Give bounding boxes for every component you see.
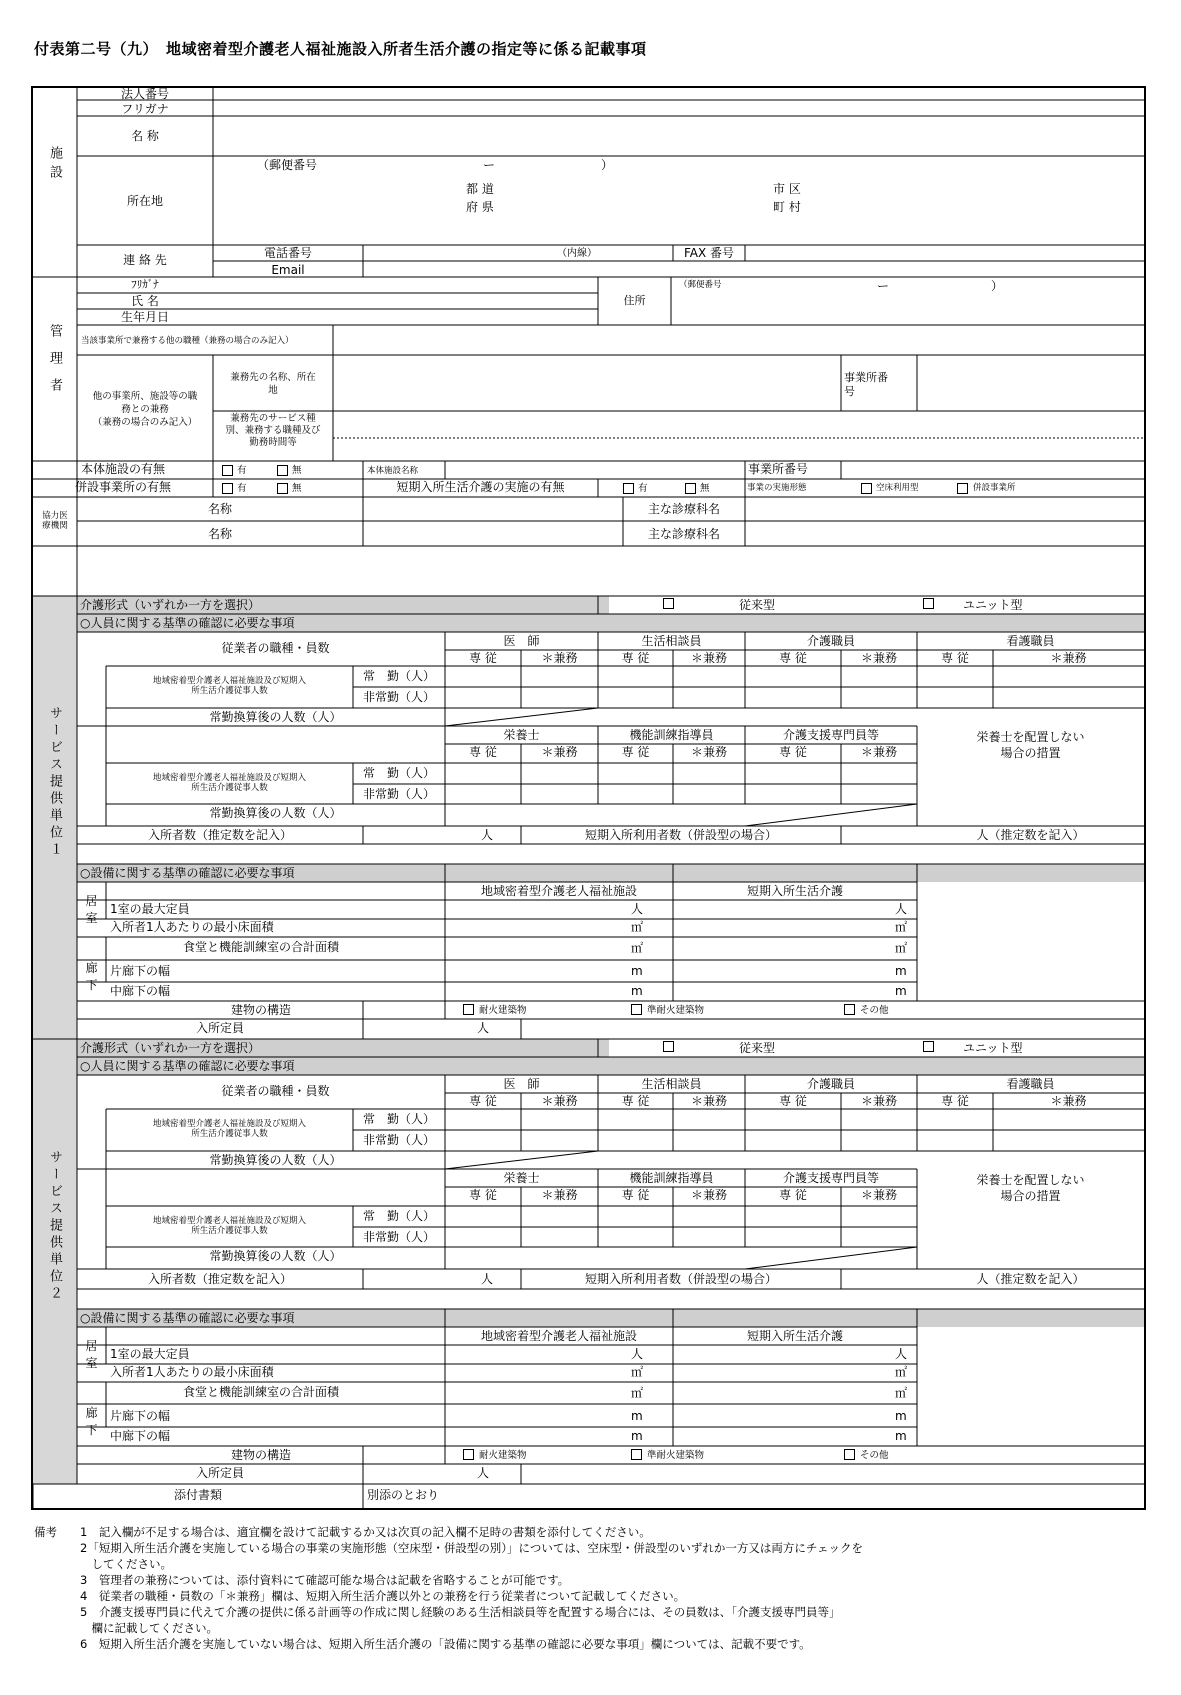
- unit1-care-form-label: 介護形式（いずれか一方を選択）: [80, 598, 261, 612]
- coop-dept2-label: 主な診療科名: [647, 527, 720, 541]
- unit2-fireproof-checkbox[interactable]: [463, 1449, 474, 1460]
- unit1-a-conc-1: ＊兼務: [541, 651, 578, 665]
- unit2-role-care-manager: 介護支援専門員等: [782, 1171, 879, 1185]
- unit2-b-conc-1: ＊兼務: [541, 1188, 578, 1202]
- unit1-a-full-3: 専 従: [779, 651, 807, 665]
- unit2-b-staff-count-label: 地域密着型介護老人福祉施設及び短期入 所生活介護従事人数: [152, 1216, 306, 1236]
- unit2-a-conc-4: ＊兼務: [1050, 1094, 1087, 1108]
- main-office-number-label: 事業所番号: [748, 462, 809, 476]
- main-facility-label: 本体施設の有無: [80, 462, 165, 476]
- unit2-capacity-label: 入所定員: [195, 1466, 244, 1480]
- unit2-s-area-unit: ㎡: [895, 1365, 908, 1379]
- attachment-value: 別添のとおり: [367, 1488, 440, 1502]
- unit2-b-conc-2: ＊兼務: [690, 1188, 727, 1202]
- unit2-corridor-label: 廊 下: [85, 1406, 98, 1437]
- unit2-role-doctor: 医 師: [503, 1077, 540, 1091]
- coop-dept1-label: 主な診療科名: [647, 502, 720, 516]
- manager-postal-close: ）: [991, 279, 1004, 293]
- fax-input[interactable]: [746, 246, 1143, 260]
- unit1-conventional-checkbox[interactable]: [663, 598, 674, 609]
- unit1-f-area-unit: ㎡: [631, 920, 644, 934]
- unit1-s-cap-unit: 人: [895, 902, 908, 916]
- phone-input[interactable]: [364, 246, 672, 260]
- unit1-b-staff-count-label: 地域密着型介護老人福祉施設及び短期入 所生活介護従事人数: [152, 773, 306, 793]
- unit1-other-label: その他: [860, 1005, 889, 1016]
- unit1-s-area-unit: ㎡: [895, 920, 908, 934]
- unit1-other-checkbox[interactable]: [844, 1004, 855, 1015]
- unit1-sidebar-label: サービス提供単位１: [47, 706, 62, 859]
- coop-label: 協力医 療機関: [42, 511, 68, 531]
- unit1-min-area-label: 入所者1人あたりの最小床面積: [110, 920, 274, 934]
- unit1-f-dining-unit: ㎡: [631, 941, 644, 955]
- application-form: [31, 86, 1146, 1510]
- note-2: 2「短期入所生活介護を実施している場合の事業の実施形態（空床型・併設型の別）」については、空床型・併設型のいずれか一方又は両方にチェックを してください。: [80, 1541, 863, 1571]
- facility-name-label: 名 称: [131, 129, 159, 143]
- unit1-middle-label: 中廊下の幅: [110, 984, 171, 998]
- unit1-a-regular-label: 常 勤（人）: [362, 669, 435, 683]
- unit2-short-users-unit: 人（推定数を記入）: [976, 1272, 1085, 1286]
- shikuchoson-label: 市 区 町 村: [773, 182, 801, 214]
- unit2-role-nutritionist: 栄養士: [503, 1171, 540, 1185]
- unit2-a-regular-label: 常 勤（人）: [362, 1112, 435, 1126]
- unit1-s-oneside-unit: m: [895, 964, 907, 978]
- note-4: 4 従業者の職種・員数の「＊兼務」欄は、短期入所生活介護以外との兼務を行う従業者について記載してください。: [80, 1589, 686, 1603]
- note-3: 3 管理者の兼務については、添付資料にて確認可能な場合は記載を省略することが可能です。: [80, 1573, 570, 1587]
- unit2-a-conc-3: ＊兼務: [860, 1094, 897, 1108]
- unit1-b-conc-2: ＊兼務: [690, 745, 727, 759]
- unit1-b-conc-1: ＊兼務: [541, 745, 578, 759]
- unit2-residents-label: 入所者数（推定数を記入）: [147, 1272, 292, 1286]
- coop-name1-label: 名称: [207, 502, 232, 516]
- unit2-f-oneside-unit: m: [631, 1409, 643, 1423]
- unit1-role-counselor: 生活相談員: [641, 634, 702, 648]
- unit1-b-regular-label: 常 勤（人）: [362, 766, 435, 780]
- facility-postal-close: ）: [601, 158, 614, 172]
- unit1-s-dining-unit: ㎡: [895, 941, 908, 955]
- unit2-other-label: その他: [860, 1450, 889, 1461]
- unit2-a-part-label: 非常勤（人）: [362, 1133, 435, 1147]
- unit1-s-middle-unit: m: [895, 984, 907, 998]
- unit1-dining-label: 食堂と機能訓練室の合計面積: [182, 940, 339, 954]
- concurrent-name-label: 兼務先の名称、所在 地: [230, 372, 316, 396]
- unit2-a-full-4: 専 従: [941, 1094, 969, 1108]
- unit2-f-dining-unit: ㎡: [631, 1386, 644, 1400]
- unit2-a-full-2: 専 従: [621, 1094, 650, 1108]
- unit1-unit-type-checkbox[interactable]: [923, 598, 934, 609]
- unit1-f-cap-unit: 人: [631, 902, 644, 916]
- manager-name-label: 氏 名: [131, 294, 159, 308]
- unit2-structure-label: 建物の構造: [230, 1448, 291, 1462]
- unit2-b-regular-label: 常 勤（人）: [362, 1209, 435, 1223]
- note-5: 5 介護支援専門員に代えて介護の提供に係る計画等の作成に関し経験のある生活相談員等を配置する場合には、その員数は、「介護支援専門員等」 欄に記載してください。: [80, 1605, 841, 1635]
- manager-birth-label: 生年月日: [120, 310, 169, 324]
- unit1-nutrition-note: 栄養士を配置しない 場合の措置: [976, 730, 1085, 760]
- unit2-f-area-unit: ㎡: [631, 1365, 644, 1379]
- unit1-a-conc-4: ＊兼務: [1050, 651, 1087, 665]
- unit1-b-full-1: 専 従: [469, 745, 497, 759]
- form-title: 付表第二号（九） 地域密着型介護老人福祉施設入所者生活介護の指定等に係る記載事項: [34, 40, 647, 58]
- unit1-a-part-label: 非常勤（人）: [362, 690, 435, 704]
- unit2-quasi-checkbox[interactable]: [631, 1449, 642, 1460]
- short-stay-no-checkbox[interactable]: [685, 483, 696, 494]
- unit1-b-part-label: 非常勤（人）: [362, 787, 435, 801]
- unit2-b-full-1: 専 従: [469, 1188, 497, 1202]
- main-facility-no-checkbox[interactable]: [277, 465, 288, 476]
- unit1-fireproof-checkbox[interactable]: [463, 1004, 474, 1015]
- unit2-unit-type-checkbox[interactable]: [923, 1041, 934, 1052]
- unit2-dining-label: 食堂と機能訓練室の合計面積: [182, 1385, 339, 1399]
- unit2-f-cap-unit: 人: [631, 1347, 644, 1361]
- facility-postal-label: （郵便番号: [257, 158, 318, 172]
- unit2-middle-label: 中廊下の幅: [110, 1429, 171, 1443]
- unit2-a-conc-2: ＊兼務: [690, 1094, 727, 1108]
- unit1-unit-type-label: ユニット型: [963, 598, 1023, 612]
- unit1-f-oneside-unit: m: [631, 964, 643, 978]
- combined-no-label: 無: [292, 483, 302, 494]
- unit2-s-oneside-unit: m: [895, 1409, 907, 1423]
- combined-type-checkbox[interactable]: [957, 483, 968, 494]
- unit1-col-short: 短期入所生活介護: [746, 884, 843, 898]
- unit1-b-full-3: 専 従: [779, 745, 807, 759]
- email-input[interactable]: [364, 262, 1143, 276]
- corp-number-label: 法人番号: [120, 87, 169, 101]
- main-facility-name-label: 本体施設名称: [367, 466, 419, 476]
- unit1-col-facility: 地域密着型介護老人福祉施設: [480, 884, 637, 898]
- unit2-fireproof-label: 耐火建築物: [479, 1450, 527, 1461]
- unit2-capacity-unit: 人: [477, 1466, 490, 1480]
- fax-label: FAX 番号: [683, 246, 735, 260]
- unit1-corridor-label: 廊 下: [85, 961, 98, 992]
- unit2-b-full-2: 専 従: [621, 1188, 650, 1202]
- unit2-a-fte-label: 常勤換算後の人数（人）: [209, 1153, 342, 1167]
- unit2-conventional-checkbox[interactable]: [663, 1041, 674, 1052]
- unit1-b-full-2: 専 従: [621, 745, 650, 759]
- unit1-role-doctor: 医 師: [503, 634, 540, 648]
- unit2-a-full-1: 専 従: [469, 1094, 497, 1108]
- vacant-bed-checkbox[interactable]: [861, 483, 872, 494]
- unit2-a-full-3: 専 従: [779, 1094, 807, 1108]
- phone-label: 電話番号: [263, 246, 312, 260]
- unit2-equipment-header: ○設備に関する基準の確認に必要な事項: [80, 1311, 295, 1325]
- unit1-quasi-checkbox[interactable]: [631, 1004, 642, 1015]
- unit1-one-side-label: 片廊下の幅: [110, 964, 171, 978]
- unit1-capacity-label: 入所定員: [195, 1021, 244, 1035]
- unit2-staff-header: ○人員に関する基準の確認に必要な事項: [80, 1059, 295, 1073]
- extension-label: （内線）: [557, 248, 597, 259]
- vacant-bed-label: 空床利用型: [876, 483, 919, 493]
- unit1-role-trainer: 機能訓練指導員: [629, 728, 714, 742]
- main-facility-no-label: 無: [292, 465, 302, 476]
- unit1-a-full-1: 専 従: [469, 651, 497, 665]
- unit1-residents-unit: 人: [480, 828, 493, 842]
- unit1-role-nurse: 看護職員: [1006, 634, 1055, 648]
- short-stay-label: 短期入所生活介護の実施の有無: [396, 480, 565, 494]
- main-facility-yes-label: 有: [237, 465, 247, 476]
- email-label: Email: [271, 263, 305, 277]
- main-facility-yes-checkbox[interactable]: [222, 465, 233, 476]
- notes-list: [34, 1524, 1144, 1652]
- coop-name2-label: 名称: [207, 527, 232, 541]
- furigana-label: フリガナ: [121, 102, 169, 116]
- unit1-conventional-label: 従来型: [739, 598, 776, 612]
- short-stay-no-label: 無: [700, 483, 710, 494]
- unit2-max-cap-label: 1室の最大定員: [110, 1347, 190, 1361]
- address-label: 所在地: [126, 194, 163, 208]
- unit2-room-label: 居 室: [85, 1339, 98, 1370]
- manager-postal-label: （郵便番号: [679, 280, 722, 290]
- manager-section-label: 管理者: [47, 324, 62, 405]
- contact-label: 連 絡 先: [123, 253, 167, 267]
- concurrent-service-label: 兼務先のサービス種 別、兼務する職種及び 勤務時間等: [225, 413, 321, 448]
- unit2-quasi-label: 準耐火建築物: [647, 1450, 705, 1461]
- combined-yes-label: 有: [237, 483, 247, 494]
- unit1-capacity-unit: 人: [477, 1021, 490, 1035]
- unit1-a-staff-count-label: 地域密着型介護老人福祉施設及び短期入 所生活介護従事人数: [152, 676, 306, 696]
- unit1-role-careworker: 介護職員: [806, 634, 855, 648]
- unit1-structure-label: 建物の構造: [230, 1003, 291, 1017]
- unit1-f-middle-unit: m: [631, 984, 643, 998]
- unit2-b-part-label: 非常勤（人）: [362, 1230, 435, 1244]
- unit2-b-full-3: 専 従: [779, 1188, 807, 1202]
- implementation-form-label: 事業の実施形態: [747, 483, 807, 493]
- combined-yes-checkbox[interactable]: [222, 483, 233, 494]
- note-1: 1 記入欄が不足する場合は、適宜欄を設けて記載するか又は次頁の記入欄不足時の書類を添付してください。: [80, 1525, 651, 1539]
- unit1-quasi-label: 準耐火建築物: [647, 1005, 705, 1016]
- unit1-staff-header: ○人員に関する基準の確認に必要な事項: [80, 616, 295, 630]
- short-stay-yes-label: 有: [638, 483, 648, 494]
- unit1-staff-type-label: 従業者の職種・員数: [221, 641, 330, 655]
- todofuken-label: 都 道 府 県: [466, 182, 494, 214]
- unit2-role-nurse: 看護職員: [1006, 1077, 1055, 1091]
- unit1-a-full-2: 専 従: [621, 651, 650, 665]
- facility-section-label: 施設: [47, 146, 62, 184]
- unit2-a-conc-1: ＊兼務: [541, 1094, 578, 1108]
- unit1-b-conc-3: ＊兼務: [860, 745, 897, 759]
- unit2-role-counselor: 生活相談員: [641, 1077, 702, 1091]
- unit2-f-middle-unit: m: [631, 1429, 643, 1443]
- unit1-a-fte-label: 常勤換算後の人数（人）: [209, 710, 342, 724]
- unit2-col-facility: 地域密着型介護老人福祉施設: [480, 1329, 637, 1343]
- unit1-b-fte-label: 常勤換算後の人数（人）: [209, 806, 342, 820]
- unit1-max-cap-label: 1室の最大定員: [110, 902, 190, 916]
- combined-type-label: 併設事業所: [973, 483, 1016, 493]
- unit2-other-checkbox[interactable]: [844, 1449, 855, 1460]
- unit1-equipment-header: ○設備に関する基準の確認に必要な事項: [80, 866, 295, 880]
- unit2-b-conc-3: ＊兼務: [860, 1188, 897, 1202]
- unit1-a-conc-3: ＊兼務: [860, 651, 897, 665]
- unit2-care-form-label: 介護形式（いずれか一方を選択）: [80, 1041, 261, 1055]
- other-role-label: 当該事業所で兼務する他の職種（兼務の場合のみ記入）: [81, 336, 294, 346]
- unit2-s-cap-unit: 人: [895, 1347, 908, 1361]
- note-6: 6 短期入所生活介護を実施していない場合は、短期入所生活介護の「設備に関する基準の確認に必要な事項」欄については、記載不要です。: [80, 1637, 811, 1651]
- manager-office-number-label: 事業所番 号: [844, 371, 888, 398]
- unit2-staff-type-label: 従業者の職種・員数: [221, 1084, 330, 1098]
- unit1-room-label: 居 室: [85, 894, 98, 925]
- unit2-nutrition-note: 栄養士を配置しない 場合の措置: [976, 1173, 1085, 1203]
- unit2-role-careworker: 介護職員: [806, 1077, 855, 1091]
- unit2-min-area-label: 入所者1人あたりの最小床面積: [110, 1365, 274, 1379]
- unit2-conventional-label: 従来型: [739, 1041, 776, 1055]
- short-stay-yes-checkbox[interactable]: [623, 483, 634, 494]
- unit1-short-users-label: 短期入所利用者数（併設型の場合）: [584, 828, 777, 842]
- unit2-s-middle-unit: m: [895, 1429, 907, 1443]
- unit1-residents-label: 入所者数（推定数を記入）: [147, 828, 292, 842]
- unit2-unit-type-label: ユニット型: [963, 1041, 1023, 1055]
- manager-address-label: 住所: [623, 294, 646, 307]
- unit1-a-conc-2: ＊兼務: [690, 651, 727, 665]
- unit2-role-trainer: 機能訓練指導員: [629, 1171, 714, 1185]
- unit1-short-users-unit: 人（推定数を記入）: [976, 828, 1085, 842]
- facility-postal-dash: ー: [483, 158, 496, 172]
- unit2-b-fte-label: 常勤換算後の人数（人）: [209, 1249, 342, 1263]
- manager-furigana-label: ﾌﾘｶﾞﾅ: [131, 278, 159, 291]
- notes-section: [34, 1524, 1144, 1652]
- unit2-one-side-label: 片廊下の幅: [110, 1409, 171, 1423]
- unit2-short-users-label: 短期入所利用者数（併設型の場合）: [584, 1272, 777, 1286]
- unit1-a-full-4: 専 従: [941, 651, 969, 665]
- combined-no-checkbox[interactable]: [277, 483, 288, 494]
- unit2-col-short: 短期入所生活介護: [746, 1329, 843, 1343]
- unit2-sidebar-label: サービス提供単位２: [47, 1150, 62, 1303]
- unit2-residents-unit: 人: [480, 1272, 493, 1286]
- unit1-role-care-manager: 介護支援専門員等: [782, 728, 879, 742]
- manager-postal-dash: ー: [877, 279, 890, 293]
- unit2-a-staff-count-label: 地域密着型介護老人福祉施設及び短期入 所生活介護従事人数: [152, 1119, 306, 1139]
- unit1-role-nutritionist: 栄養士: [503, 728, 540, 742]
- combined-label: 併設事業所の有無: [74, 480, 171, 494]
- unit2-s-dining-unit: ㎡: [895, 1386, 908, 1400]
- notes-label: 備考: [34, 1525, 57, 1539]
- unit1-fireproof-label: 耐火建築物: [479, 1005, 527, 1016]
- concurrent-label: 他の事業所、施設等の職 務との兼務 （兼務の場合のみ記入）: [92, 391, 198, 428]
- attachment-label: 添付書類: [173, 1488, 222, 1502]
